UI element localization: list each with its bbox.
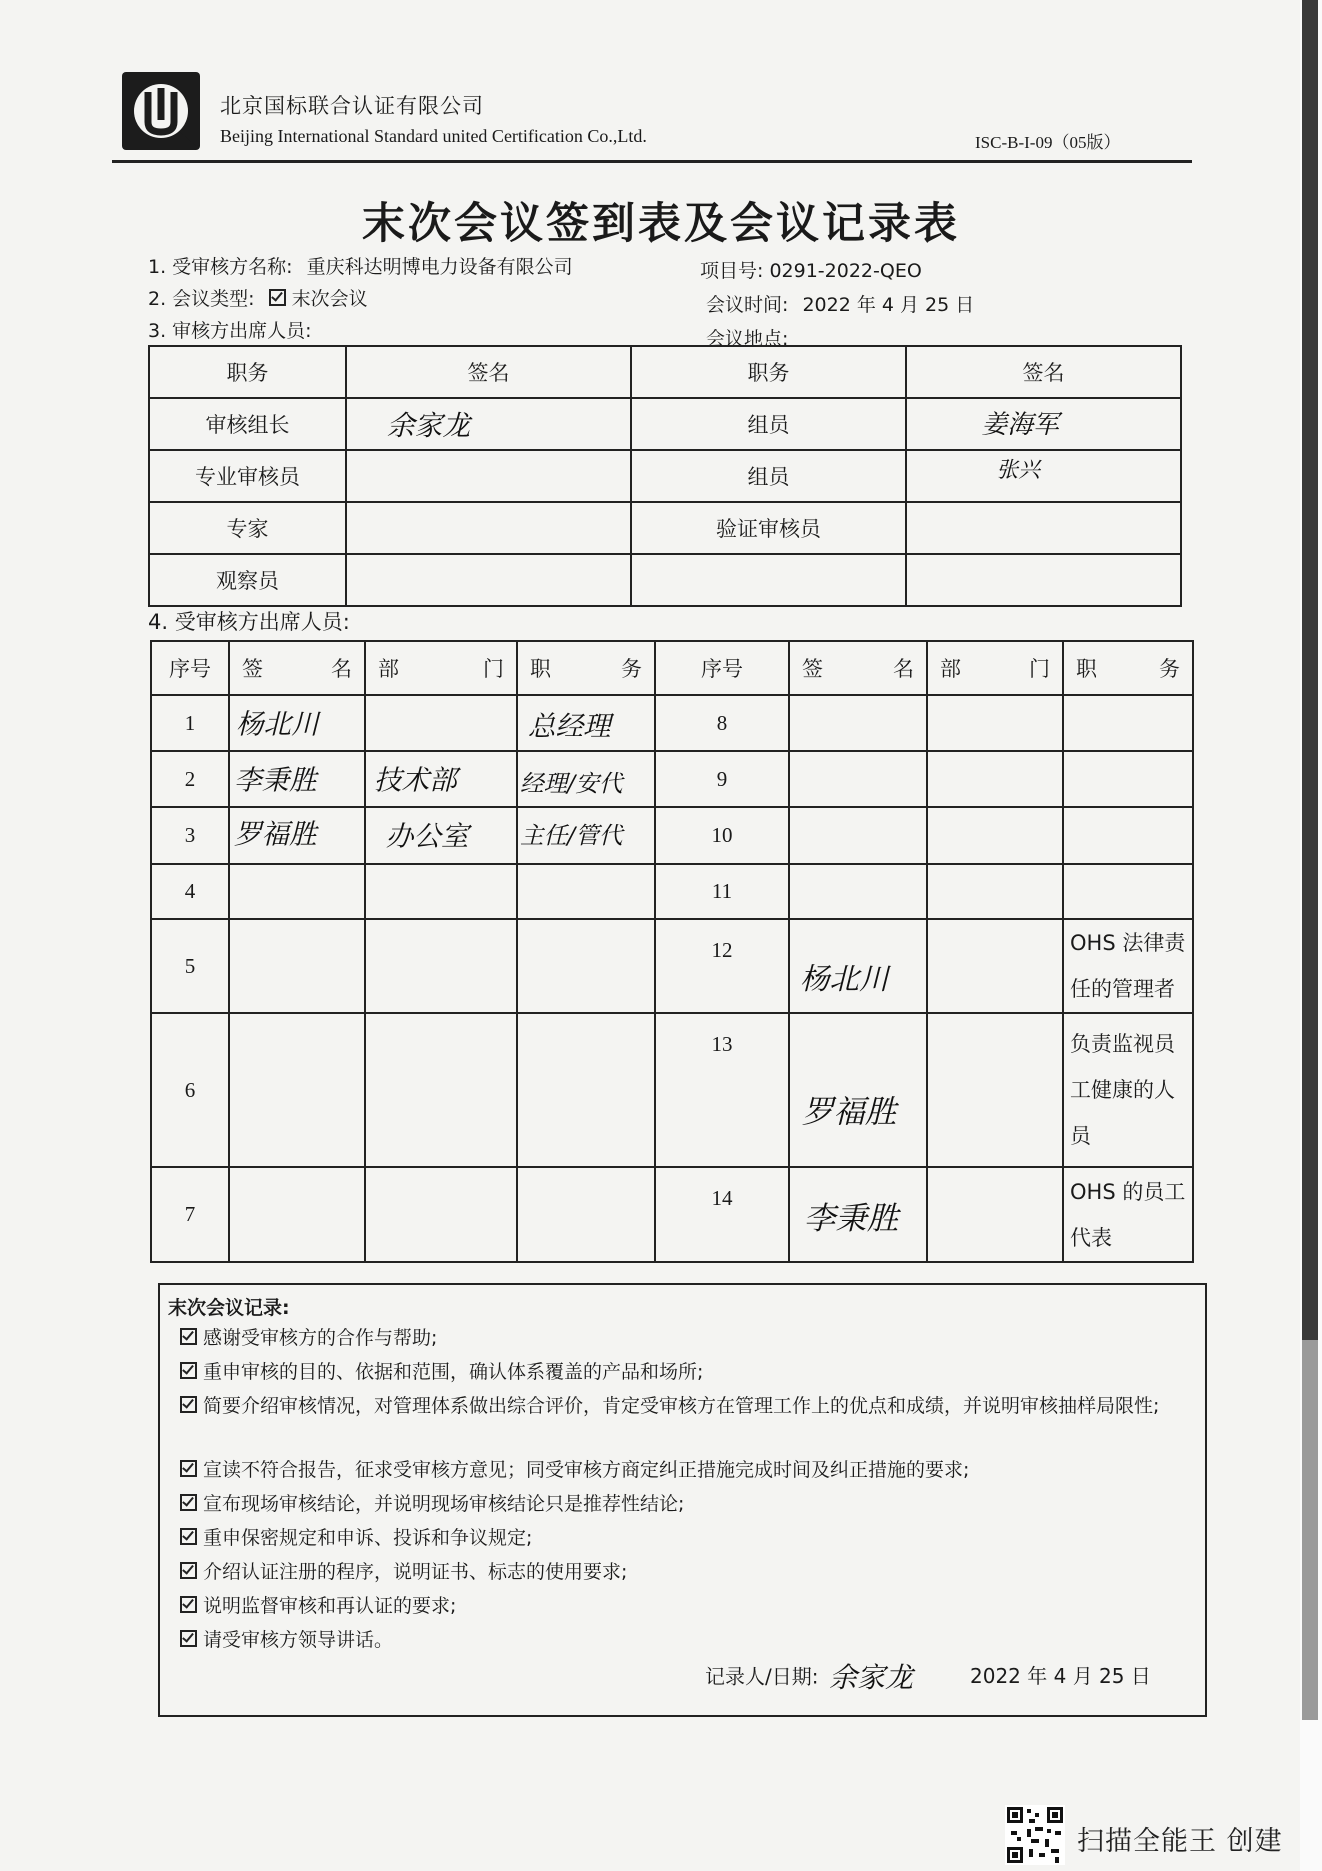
svg-text:杨北川: 杨北川 [235, 707, 319, 741]
header-title-right: 职 务 [1063, 641, 1193, 695]
department-cell [365, 1013, 517, 1167]
svg-text:李秉胜: 李秉胜 [233, 763, 317, 797]
scanner-watermark [1005, 1805, 1305, 1865]
svg-text:姜海军: 姜海军 [981, 409, 1059, 440]
department-cell [927, 864, 1063, 919]
list-item: 宣读不符合报告，征求受审核方意见；同受审核方商定纠正措施完成时间及纠正措施的要求; [180, 1455, 1180, 1485]
title-cell [517, 1013, 655, 1167]
checked-box-icon [180, 1528, 197, 1545]
signature-cell [229, 919, 365, 1014]
title-cell: OHS 法律责任的管理者 [1063, 919, 1193, 1014]
title-cell [1063, 864, 1193, 919]
signature-cell [346, 554, 631, 606]
handwritten-title [518, 752, 654, 806]
title-cell [1063, 807, 1193, 863]
row-number: 14 [655, 1167, 789, 1262]
signature-cell [906, 502, 1181, 554]
project-label: 项目号: [700, 260, 764, 282]
svg-text:李秉胜: 李秉胜 [803, 1201, 899, 1238]
project-value: 0291-2022-QEO [769, 260, 922, 282]
row-number: 1 [151, 695, 229, 751]
role-cell: 观察员 [149, 554, 346, 606]
meeting-time-label: 会议时间: [706, 294, 789, 316]
department-cell [927, 695, 1063, 751]
signature-cell [906, 554, 1181, 606]
checked-box-icon [180, 1494, 197, 1511]
list-item: 介绍认证注册的程序，说明证书、标志的使用要求; [180, 1557, 1180, 1587]
row-number: 2 [151, 751, 229, 807]
table-row [151, 807, 1193, 863]
department-cell [365, 919, 517, 1014]
isc-logo-icon [120, 70, 202, 152]
auditee-label: 1. 受审核方名称: [148, 256, 293, 278]
list-item: 重申审核的目的、依据和范围，确认体系覆盖的产品和场所; [180, 1357, 1180, 1387]
signature-cell [229, 864, 365, 919]
scanner-text: 扫描全能王 创建 [1077, 1826, 1283, 1857]
checked-box-icon [180, 1596, 197, 1613]
checked-box-icon [180, 1362, 197, 1379]
list-item: 宣布现场审核结论，并说明现场审核结论只是推荐性结论; [180, 1489, 1180, 1519]
header-sign-left: 签 名 [229, 641, 365, 695]
signature-image [230, 752, 364, 806]
auditor-attendance-table [148, 345, 1182, 607]
svg-text:罗福胜: 罗福胜 [233, 817, 317, 851]
signature-cell [346, 398, 631, 450]
checked-box-icon [180, 1396, 197, 1413]
row-number: 3 [151, 807, 229, 863]
title-cell [517, 919, 655, 1014]
signature-cell [229, 807, 365, 863]
role-cell: 组员 [631, 398, 906, 450]
department-cell [927, 807, 1063, 863]
checked-box-icon [180, 1460, 197, 1477]
signature-cell [789, 864, 927, 919]
table-row [149, 398, 1181, 450]
auditee-field [148, 252, 573, 279]
table-row [151, 864, 1193, 919]
header-dept-left: 部 门 [365, 641, 517, 695]
table-row [151, 1013, 1193, 1167]
auditee-value: 重庆科达明博电力设备有限公司 [306, 256, 573, 278]
header-no-right: 序号 [655, 641, 789, 695]
meeting-time-value: 2022 年 4 月 25 日 [802, 294, 975, 316]
auditor-attendees-label: 3. 审核方出席人员: [148, 320, 312, 342]
handwritten-department [366, 752, 516, 806]
svg-text:经理/安代: 经理/安代 [519, 769, 623, 798]
header-sign-left: 签名 [346, 346, 631, 398]
signature-cell [789, 695, 927, 751]
signature-image [230, 808, 364, 862]
svg-text:张兴: 张兴 [996, 457, 1041, 483]
signature-image [790, 920, 926, 1013]
table-row [151, 919, 1193, 1014]
header-role-left: 职务 [149, 346, 346, 398]
title-cell [1063, 751, 1193, 807]
role-cell [631, 554, 906, 606]
signature-cell [346, 450, 631, 502]
title-cell [517, 695, 655, 751]
checked-box-icon [269, 289, 286, 306]
signature-cell [789, 751, 927, 807]
company-name-en: Beijing International Standard united Certification Co.,Ltd. [220, 126, 647, 146]
department-cell [365, 1167, 517, 1262]
header-no-left: 序号 [151, 641, 229, 695]
table-row [151, 1167, 1193, 1262]
checked-box-icon [180, 1328, 197, 1345]
row-number: 9 [655, 751, 789, 807]
table-row [149, 502, 1181, 554]
table-row [151, 695, 1193, 751]
meeting-type-label: 2. 会议类型: [148, 288, 255, 310]
company-name-cn: 北京国标联合认证有限公司 [220, 94, 484, 118]
list-item: 请受审核方领导讲话。 [180, 1625, 1180, 1655]
title-cell: OHS 的员工代表 [1063, 1167, 1193, 1262]
title-cell [517, 807, 655, 863]
header-sign-right: 签 名 [789, 641, 927, 695]
svg-text:余家龙: 余家龙 [386, 408, 471, 442]
list-item: 感谢受审核方的合作与帮助; [180, 1323, 1180, 1353]
title-cell: 负责监视员工健康的人员 [1063, 1013, 1193, 1167]
svg-text:技术部: 技术部 [373, 763, 457, 797]
signature-image [907, 451, 1180, 501]
signature-cell [789, 919, 927, 1014]
table-row [149, 450, 1181, 502]
row-number: 10 [655, 807, 789, 863]
signature-image [230, 696, 364, 750]
meeting-type-value: 末次会议 [291, 288, 368, 310]
header-dept-right: 部 门 [927, 641, 1063, 695]
department-cell [365, 807, 517, 863]
signature-cell [229, 695, 365, 751]
signature-cell [906, 450, 1181, 502]
role-cell: 审核组长 [149, 398, 346, 450]
department-cell [927, 751, 1063, 807]
signature-cell [789, 1013, 927, 1167]
header-role-right: 职务 [631, 346, 906, 398]
row-number: 11 [655, 864, 789, 919]
signature-image [907, 399, 1180, 449]
auditee-attendance-table [150, 640, 1194, 1263]
handwritten-title [518, 696, 654, 750]
row-number: 6 [151, 1013, 229, 1167]
table-row [151, 751, 1193, 807]
signature-image [790, 1014, 926, 1166]
svg-text:罗福胜: 罗福胜 [801, 1094, 897, 1131]
form-code: ISC-B-I-09（05版） [975, 133, 1121, 152]
meeting-minutes-box [158, 1283, 1207, 1717]
svg-text:办公室: 办公室 [385, 819, 469, 853]
signature-cell [229, 1167, 365, 1262]
project-field [700, 256, 922, 283]
row-number: 7 [151, 1167, 229, 1262]
header-divider [112, 160, 1192, 163]
department-cell [365, 864, 517, 919]
row-number: 4 [151, 864, 229, 919]
signature-cell [789, 807, 927, 863]
header-title-left: 职 务 [517, 641, 655, 695]
signature-cell [229, 751, 365, 807]
signature-cell [789, 1167, 927, 1262]
recorder-label: 记录人/日期: [705, 1664, 819, 1689]
handwritten-title [518, 808, 654, 862]
header-sign-right: 签名 [906, 346, 1181, 398]
document-title: 末次会议签到表及会议记录表 [362, 199, 960, 249]
meeting-place-label: 会议地点: [706, 328, 789, 350]
record-date: 2022 年 4 月 25 日 [970, 1664, 1151, 1688]
row-number: 8 [655, 695, 789, 751]
qr-code-icon [1005, 1805, 1065, 1865]
row-number: 5 [151, 919, 229, 1014]
title-cell [517, 864, 655, 919]
svg-text:余家龙: 余家龙 [828, 1661, 913, 1694]
department-cell [927, 1167, 1063, 1262]
signature-image [790, 1168, 926, 1261]
role-cell: 验证审核员 [631, 502, 906, 554]
list-item: 说明监督审核和再认证的要求; [180, 1591, 1180, 1621]
checked-box-icon [180, 1630, 197, 1647]
meeting-time-field [706, 290, 974, 317]
department-cell [927, 919, 1063, 1014]
row-number: 12 [655, 919, 789, 1014]
recorder-signature [825, 1655, 935, 1701]
table-row [149, 554, 1181, 606]
role-cell: 专家 [149, 502, 346, 554]
title-cell [1063, 695, 1193, 751]
department-cell [927, 1013, 1063, 1167]
auditee-section-label: 4. 受审核方出席人员: [148, 610, 350, 634]
handwritten-department [366, 808, 516, 862]
signature-cell [906, 398, 1181, 450]
signature-image [347, 399, 630, 449]
role-cell: 组员 [631, 450, 906, 502]
title-cell [517, 751, 655, 807]
list-item: 简要介绍审核情况，对管理体系做出综合评价，肯定受审核方在管理工作上的优点和成绩，并说明审核抽样局限性; [180, 1391, 1180, 1421]
svg-text:总经理: 总经理 [527, 709, 611, 743]
role-cell: 专业审核员 [149, 450, 346, 502]
checked-box-icon [180, 1562, 197, 1579]
signature-cell [229, 1013, 365, 1167]
department-cell [365, 695, 517, 751]
svg-text:杨北川: 杨北川 [799, 961, 889, 996]
list-item: 重申保密规定和申诉、投诉和争议规定; [180, 1523, 1180, 1553]
row-number: 13 [655, 1013, 789, 1167]
department-cell [365, 751, 517, 807]
signature-cell [346, 502, 631, 554]
page-edge [1300, 0, 1322, 1871]
recorder-field [705, 1655, 935, 1701]
title-cell [517, 1167, 655, 1262]
minutes-title: 末次会议记录: [168, 1297, 290, 1319]
svg-text:主任/管代: 主任/管代 [519, 821, 623, 850]
meeting-type-field [148, 284, 368, 311]
